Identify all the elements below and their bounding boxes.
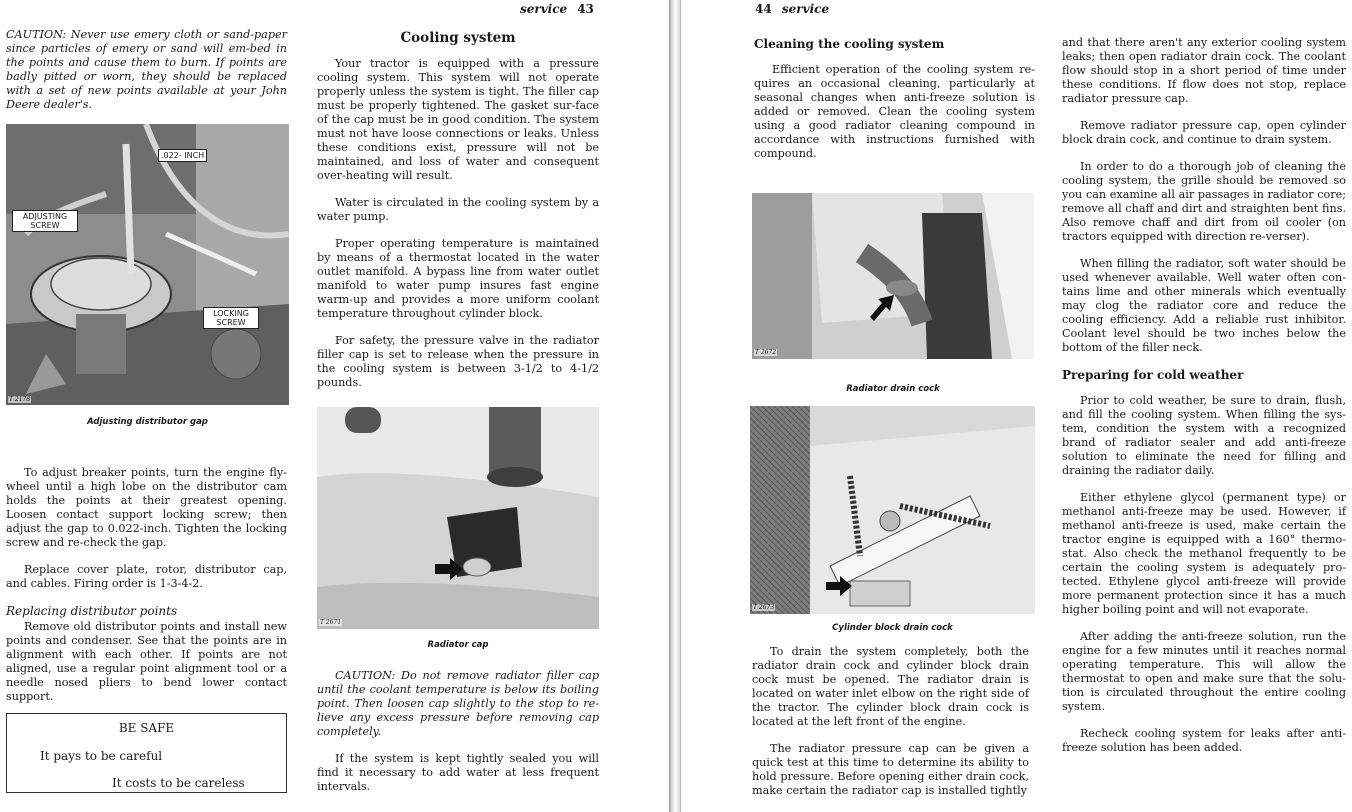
para-filling: When filling the radiator, soft water should be used whenever available. Well water often con-tains lime and other minerals which eventually may clog the radiator core and reduce the cooling efficiency. Add a reliable rust inhibitor. Coolant level should be two inches below the bottom of the filler neck. (1062, 257, 1346, 354)
photo-radiator-drain-cock (752, 193, 1034, 359)
para-thorough-cleaning: In order to do a thorough job of cleaning the cooling system, the grille should be removed so you can examine all air passages in radiator core; remove all chaff and dirt and straighten bent fins. Also remove chaff and dirt from oil cooler (on tractors equipped with direction re-verser). (1062, 160, 1346, 243)
para-replace-cover: Replace cover plate, rotor, distributor cap, and cables. Firing order is 1-3-4-2. (6, 563, 287, 590)
para-continue: and that there aren't any exterior cooling system leaks; then open radiator drain cock. The coolant flow should stop in a short period of time under these conditions. If flow does not stop, replace radiator pressure cap. (1062, 36, 1346, 105)
be-safe-box (6, 713, 287, 793)
para-cold-2: Either ethylene glycol (permanent type) or methanol anti-freeze may be used. However, if methanol anti-freeze is used, make certain the tractor engine is equipped with a 160° thermo-stat. Also check the methanol frequently to be certain the cooling system is adequately pro-tected. Ethylene glycol anti-freeze will provide more permanent protection since it has a much higher boiling point and will not evaporate. (1062, 491, 1346, 616)
column-caution (317, 669, 599, 807)
para-sealed-system: If the system is kept tightly sealed you will find it necessary to add water at less frequent intervals. (317, 752, 599, 793)
para-cooling-1: Your tractor is equipped with a pressure cooling system. This system will not operate properly unless the system is tight. The filler cap must be properly tightened. The gasket sur-face of the cap must be in good condition. The system must not have loose connections or leaks. Unless these conditions exist, pressure will not be maintained, and loss of water and consequent over-heating will result. (317, 57, 599, 182)
para-cleaning: Efficient operation of the cooling system re-quires an occasional cleaning, particularly at seasonal changes when anti-freeze solution is added or removed. Clean the cooling system using a good radiator cleaning compound in accordance with instructions furnished with compound. (754, 63, 1035, 160)
caution-radiator-cap: CAUTION: Do not remove radiator filler cap until the coolant temperature is below its boiling point. Then loosen cap slightly to the stop to re-lieve any excess pressure before removing cap completely. (317, 669, 599, 738)
callout-adjusting-screw: ADJUSTING SCREW (12, 210, 78, 232)
para-cooling-4: For safety, the pressure valve in the radiator filler cap is set to release when the pressure in the cooling system is between 3-1/2 to 4-1/2 pounds. (317, 334, 599, 389)
caption-radiator-cap: Radiator cap (427, 640, 489, 650)
column-cooling-system (317, 31, 599, 403)
be-safe-line-2: It costs to be careless (112, 776, 245, 790)
figure-id: T 2672 (755, 349, 777, 356)
drain-cock-illustration (752, 193, 1034, 359)
para-cold-4: Recheck cooling system for leaks after anti-freeze solution has been added. (1062, 727, 1346, 754)
heading-replacing-points: Replacing distributor points (6, 604, 178, 618)
page-43 (0, 0, 669, 812)
para-remove-cap: Remove radiator pressure cap, open cylinder block drain cock, and continue to drain system. (1062, 119, 1346, 146)
caution-emery: CAUTION: Never use emery cloth or sand-paper since particles of emery or sand will em-bed in the points and cause them to burn. If points are badly pitted or worn, they should be replaced with a set of new points available at your John Deere dealer's. (6, 28, 287, 111)
column-cleaning (754, 37, 1035, 174)
radiator-cap-illustration (317, 407, 599, 629)
para-pressure-cap: The radiator pressure cap can be given a quick test at this time to determine its ability to hold pressure. Before opening either drain cock, make certain the radiator cap is installed tightly (752, 742, 1029, 797)
para-cooling-3: Proper operating temperature is maintained by means of a thermostat located in the water outlet manifold. A bypass line from water outlet manifold to water pump insures fast engine warm-up and provides a more uniform coolant temperature throughout cylinder block. (317, 237, 599, 320)
figure-id: T 2178 (9, 396, 31, 403)
column-drain (752, 645, 1029, 811)
caption-distributor: Adjusting distributor gap (87, 417, 208, 427)
be-safe-line-1: It pays to be careful (40, 749, 163, 763)
para-cooling-2: Water is circulated in the cooling system by a water pump. (317, 196, 599, 223)
heading-cold-weather: Preparing for cold weather (1062, 368, 1244, 382)
para-adjust-points: To adjust breaker points, turn the engine fly-wheel until a high lobe on the distributor cam holds the points at their greatest opening. Loosen contact support locking screw; then adjust the gap to 0.022-inch. Tighten the locking screw and re-check the gap. (6, 466, 287, 549)
para-drain: To drain the system completely, both the radiator drain cock and cylinder block drain cock must be opened. The radiator drain is located on water inlet elbow on the right side of the tractor. The cylinder block drain cock is located at the left front of the engine. (752, 645, 1029, 728)
block-drain-illustration (750, 406, 1035, 614)
heading-cooling-system: Cooling system (400, 30, 516, 46)
page-44 (681, 0, 1352, 812)
be-safe-title: BE SAFE (118, 721, 175, 735)
para-cold-3: After adding the anti-freeze solution, run the engine for a few minutes until it reaches normal operating temperature. This will allow the thermostat to open and make sure that the solu-tion is circulated throughout the entire cooling system. (1062, 630, 1346, 713)
photo-distributor (6, 124, 289, 405)
page-header (520, 2, 594, 16)
caption-cylinder-block-drain: Cylinder block drain cock (832, 623, 953, 633)
page-number: 43 (577, 2, 594, 16)
column-right (1062, 36, 1346, 768)
callout-gap: .022- INCH (158, 149, 207, 162)
caption-radiator-drain-cock: Radiator drain cock (846, 384, 940, 394)
header-word: service (781, 2, 830, 16)
page-number: 44 (755, 2, 772, 16)
distributor-illustration (6, 124, 289, 405)
book-gutter (669, 0, 681, 812)
heading-cleaning: Cleaning the cooling system (754, 37, 945, 51)
figure-id: T 2671 (320, 619, 342, 626)
column-left-top (6, 28, 287, 125)
photo-cylinder-block-drain (750, 406, 1035, 614)
para-cold-1: Prior to cold weather, be sure to drain, flush, and fill the cooling system. When filling the sys-tem, condition the system with a recognized brand of radiator sealer and add anti-freeze solution to eliminate the need for filling and draining the radiator daily. (1062, 394, 1346, 477)
column-left-bottom (6, 466, 287, 717)
figure-id: T 2673 (753, 604, 775, 611)
photo-radiator-cap (317, 407, 599, 629)
page-header (755, 2, 829, 16)
callout-locking-screw: LOCKING SCREW (203, 307, 259, 329)
header-word: service (520, 2, 568, 16)
para-replacing-points: Remove old distributor points and install new points and condenser. See that the points are in alignment with each other. If points are not aligned, use a regular point alignment tool or a needle nosed pliers to bend lower contact support. (6, 620, 287, 703)
